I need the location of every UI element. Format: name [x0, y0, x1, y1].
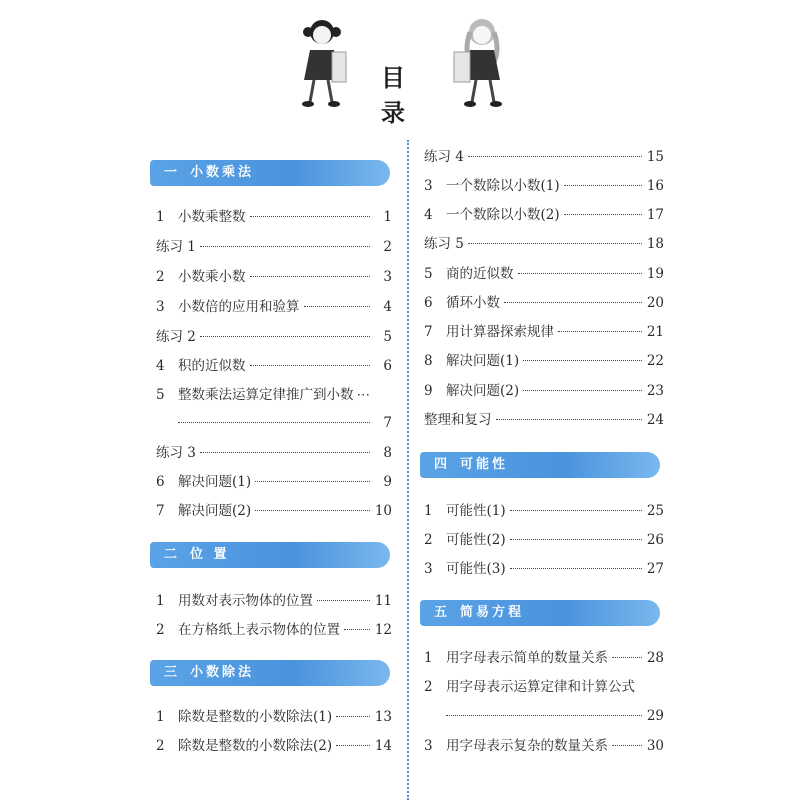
entry-number: 2 — [424, 532, 433, 548]
section-number: 二 — [164, 547, 178, 562]
section-number: 四 — [434, 457, 448, 472]
entry-number: 1 — [156, 709, 165, 725]
toc-entry[interactable] — [156, 384, 392, 406]
section-number: 一 — [164, 165, 178, 180]
entry-page: 22 — [646, 353, 664, 369]
entry-number: 8 — [424, 353, 433, 369]
entry-page: 18 — [646, 236, 664, 252]
entry-number: 5 — [156, 387, 165, 403]
toc-entry[interactable] — [424, 175, 664, 197]
entry-number: 1 — [424, 650, 433, 666]
section-header[interactable] — [420, 600, 660, 626]
toc-entry[interactable] — [156, 266, 392, 288]
entry-page: 10 — [374, 503, 392, 519]
toc-entry[interactable] — [156, 706, 392, 728]
entry-label: 练习 5 — [424, 236, 464, 252]
toc-entry[interactable] — [424, 676, 664, 698]
toc-entry[interactable] — [156, 296, 392, 318]
entry-label: 练习 1 — [156, 239, 196, 255]
toc-entry[interactable] — [424, 380, 664, 402]
toc-entry[interactable] — [156, 735, 392, 757]
toc-entry[interactable] — [156, 326, 392, 348]
toc-entry[interactable] — [156, 206, 392, 228]
page-header — [0, 0, 800, 127]
entry-page: 23 — [646, 383, 664, 399]
entry-page: 13 — [374, 709, 392, 725]
dot-leader — [336, 745, 370, 746]
toc-entry[interactable] — [424, 146, 664, 168]
entry-page: 21 — [646, 324, 664, 340]
dot-leader — [510, 510, 642, 511]
entry-label: 小数乘整数 — [178, 209, 246, 225]
entry-label: 商的近似数 — [446, 266, 514, 282]
toc-entry[interactable] — [424, 500, 664, 522]
dot-leader — [255, 510, 370, 511]
entry-number: 1 — [156, 209, 165, 225]
entry-label: 解决问题(1) — [178, 474, 252, 490]
entry-page: 29 — [646, 708, 664, 724]
entry-page: 6 — [383, 358, 392, 374]
entry-label: 练习 4 — [424, 149, 464, 165]
entry-label: 解决问题(2) — [446, 383, 520, 399]
entry-number: 9 — [424, 383, 433, 399]
entry-label: 小数乘小数 — [178, 269, 246, 285]
dot-leader — [336, 716, 370, 717]
dot-leader — [510, 568, 642, 569]
entry-number: 1 — [424, 503, 433, 519]
entry-page: 14 — [374, 738, 392, 754]
entry-number: 6 — [156, 474, 165, 490]
entry-page: 19 — [646, 266, 664, 282]
toc-entry[interactable] — [156, 471, 392, 493]
entry-number: 2 — [156, 738, 165, 754]
entry-label: 练习 3 — [156, 445, 196, 461]
entry-number: 3 — [424, 738, 433, 754]
dot-leader — [468, 243, 642, 244]
column-divider — [407, 140, 409, 800]
dot-leader — [612, 657, 642, 658]
toc-entry[interactable] — [156, 442, 392, 464]
entry-page: 30 — [646, 738, 664, 754]
entry-page: 12 — [374, 622, 392, 638]
entry-label: 解决问题(2) — [178, 503, 252, 519]
dot-leader — [344, 629, 370, 630]
entry-number: 3 — [424, 178, 433, 194]
dot-leader — [250, 276, 371, 277]
section-number: 三 — [164, 665, 178, 680]
entry-page: 15 — [646, 149, 664, 165]
entry-label: 一个数除以小数(2) — [446, 207, 560, 223]
dot-leader — [564, 214, 642, 215]
section-title: 位 置 — [190, 547, 230, 562]
dot-leader — [255, 481, 370, 482]
toc-entry[interactable] — [424, 292, 664, 314]
section-header[interactable] — [150, 660, 390, 686]
entry-number: 5 — [424, 266, 433, 282]
entry-label: 用计算器探索规律 — [446, 324, 554, 340]
page-title: 目 录 — [381, 64, 419, 127]
dot-leader — [564, 185, 642, 186]
entry-number: 7 — [424, 324, 433, 340]
dot-leader — [250, 216, 371, 217]
toc-entry[interactable] — [424, 558, 664, 580]
entry-label: 解决问题(1) — [446, 353, 520, 369]
entry-page: 28 — [646, 650, 664, 666]
entry-label: 整理和复习 — [424, 412, 492, 428]
dot-leader — [178, 422, 370, 423]
entry-number: 2 — [156, 622, 165, 638]
entry-page: 5 — [383, 329, 392, 345]
toc-entry[interactable] — [156, 590, 392, 612]
entry-label: 除数是整数的小数除法(1) — [178, 709, 333, 725]
entry-label: 用字母表示复杂的数量关系 — [446, 738, 608, 754]
toc-entry[interactable] — [424, 263, 664, 285]
continuation-dots: ⋯ — [356, 387, 371, 403]
section-title: 简易方程 — [460, 605, 525, 620]
toc-entry[interactable] — [424, 529, 664, 551]
toc-entry[interactable] — [424, 204, 664, 226]
entry-label: 用字母表示简单的数量关系 — [446, 650, 608, 666]
entry-page: 9 — [383, 474, 392, 490]
entry-page: 7 — [383, 415, 392, 431]
entry-label: 整数乘法运算定律推广到小数 — [178, 387, 354, 403]
toc-entry[interactable] — [156, 500, 392, 522]
toc-entry-continuation[interactable] — [446, 705, 664, 727]
entry-number: 7 — [156, 503, 165, 519]
toc-entry[interactable] — [424, 647, 664, 669]
section-header[interactable] — [420, 452, 660, 478]
toc-entry[interactable] — [424, 409, 664, 431]
entry-label: 在方格纸上表示物体的位置 — [178, 622, 340, 638]
girl-illustration-right — [442, 10, 512, 110]
section-header[interactable] — [150, 542, 390, 568]
entry-number: 4 — [156, 358, 165, 374]
entry-page: 26 — [646, 532, 664, 548]
entry-number: 4 — [424, 207, 433, 223]
entry-number: 2 — [424, 679, 433, 695]
entry-label: 循环小数 — [446, 295, 500, 311]
dot-leader — [304, 306, 371, 307]
entry-label: 可能性(3) — [446, 561, 506, 577]
section-title: 小数除法 — [190, 665, 255, 680]
dot-leader — [612, 745, 642, 746]
entry-page: 8 — [383, 445, 392, 461]
dot-leader — [510, 539, 642, 540]
entry-page: 27 — [646, 561, 664, 577]
toc-entry[interactable] — [156, 236, 392, 258]
toc-entry[interactable] — [156, 355, 392, 377]
entry-number: 2 — [156, 269, 165, 285]
entry-page: 16 — [646, 178, 664, 194]
dot-leader — [496, 419, 643, 420]
entry-page: 1 — [383, 209, 392, 225]
dot-leader — [504, 302, 642, 303]
entry-page: 25 — [646, 503, 664, 519]
entry-label: 用字母表示运算定律和计算公式 — [446, 679, 635, 695]
entry-page: 3 — [383, 269, 392, 285]
dot-leader — [468, 156, 642, 157]
entry-label: 可能性(1) — [446, 503, 506, 519]
entry-page: 20 — [646, 295, 664, 311]
section-number: 五 — [434, 605, 448, 620]
dot-leader — [200, 336, 370, 337]
entry-label: 积的近似数 — [178, 358, 246, 374]
entry-number: 6 — [424, 295, 433, 311]
dot-leader — [317, 600, 370, 601]
dot-leader — [446, 715, 642, 716]
dot-leader — [200, 246, 370, 247]
entry-label: 小数倍的应用和验算 — [178, 299, 300, 315]
section-header[interactable] — [150, 160, 390, 186]
entry-page: 17 — [646, 207, 664, 223]
toc-entry[interactable] — [424, 350, 664, 372]
entry-label: 可能性(2) — [446, 532, 506, 548]
toc-entry[interactable] — [424, 233, 664, 255]
dot-leader — [250, 365, 371, 366]
entry-label: 用数对表示物体的位置 — [178, 593, 313, 609]
section-title: 小数乘法 — [190, 165, 255, 180]
toc-entry[interactable] — [424, 735, 664, 757]
section-title: 可能性 — [460, 457, 509, 472]
entry-number: 1 — [156, 593, 165, 609]
dot-leader — [523, 360, 642, 361]
entry-label: 练习 2 — [156, 329, 196, 345]
entry-number: 3 — [156, 299, 165, 315]
entry-page: 24 — [646, 412, 664, 428]
entry-page: 11 — [374, 593, 392, 609]
dot-leader — [523, 390, 642, 391]
toc-entry-continuation[interactable] — [178, 412, 392, 434]
toc-entry[interactable] — [424, 321, 664, 343]
entry-page: 2 — [383, 239, 392, 255]
entry-page: 4 — [383, 299, 392, 315]
entry-number: 3 — [424, 561, 433, 577]
toc-entry[interactable] — [156, 619, 392, 641]
entry-label: 一个数除以小数(1) — [446, 178, 560, 194]
dot-leader — [200, 452, 370, 453]
dot-leader — [518, 273, 643, 274]
dot-leader — [558, 331, 642, 332]
entry-label: 除数是整数的小数除法(2) — [178, 738, 333, 754]
